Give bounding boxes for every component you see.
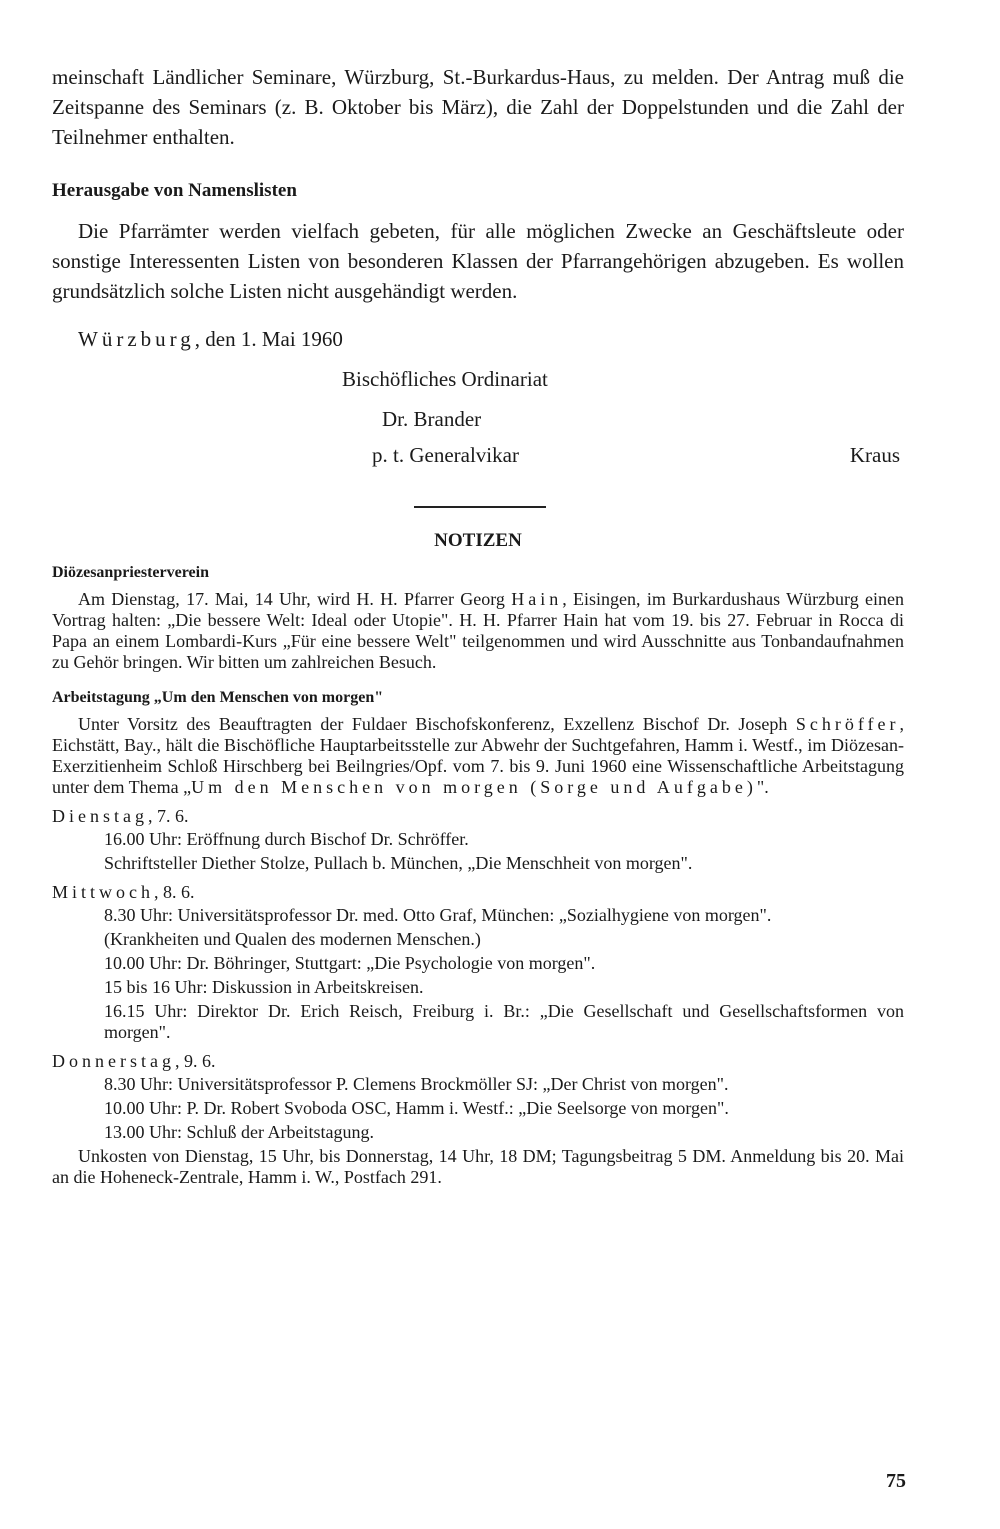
day-date: , 8. 6.: [154, 882, 195, 902]
section-body-namenslisten: Die Pfarrämter werden vielfach gebeten, für alle möglichen Zwecke an Geschäftsleute oder sonstige Interessenten Listen von besonderen Klassen der Pfarrangehörigen abzugeben. Es wollen grundsätzlich solche Listen nicht ausgehändigt werden.: [52, 219, 904, 303]
day-name: Dienstag: [52, 806, 148, 826]
notizen-heading: NOTIZEN: [434, 530, 522, 551]
day-label: [52, 806, 904, 827]
day-date: , 7. 6.: [147, 806, 189, 826]
day-label: [52, 882, 904, 903]
signature-name: Dr. Brander: [382, 407, 482, 431]
schedule-item: 15 bis 16 Uhr: Diskussion in Arbeitskreisen.: [104, 977, 424, 997]
tagung-text-b: , Eichstätt, Bay., hält die Bischöfliche Hauptarbeitsstelle zur Abwehr der Suchtgefahren, Hamm i. Westf., im Diözesan-Exerzitienheim Schloß Hirschberg bei Beilngries/Opf. vom 7. bis 9. Juni 1960 eine Wissenschaftliche Arbeitstagung unter dem Thema „: [52, 714, 905, 797]
notizen-section: [52, 562, 904, 1188]
schedule-item: 10.00 Uhr: Dr. Böhringer, Stuttgart: „Die Psychologie von morgen".: [104, 953, 596, 973]
tagung-text-a: Unter Vorsitz des Beauftragten der Fuldaer Bischofskonferenz, Exzellenz Bischof Dr. Joseph: [78, 714, 788, 734]
tagung-heading: Arbeitstagung „Um den Menschen von morgen": [52, 689, 384, 706]
section-heading-namenslisten: Herausgabe von Namenslisten: [52, 180, 297, 201]
top-paragraph: meinschaft Ländlicher Seminare, Würzburg, St.-Burkardus-Haus, zu melden. Der Antrag muß die Zeitspanne des Seminars (z. B. Oktober bis März), die Zahl der Doppelstunden und die Zahl der Teilnehmer enthalten.: [52, 65, 904, 149]
signature-second-name: Kraus: [849, 443, 900, 467]
upper-section: [52, 62, 904, 484]
schedule-item: 13.00 Uhr: Schluß der Arbeitstagung.: [104, 1122, 374, 1142]
divider-rule: [414, 506, 546, 508]
dateline-date: , den 1. Mai 1960: [194, 327, 343, 351]
day-date: , 9. 6.: [174, 1051, 216, 1071]
verein-text-a: Am Dienstag, 17. Mai, 14 Uhr, wird H. H. Pfarrer Georg: [78, 589, 505, 609]
schedule-item: (Krankheiten und Qualen des modernen Menschen.): [104, 929, 481, 949]
day-block-dienstag: [52, 806, 904, 874]
schedule-item: Schriftsteller Diether Stolze, Pullach b. München, „Die Menschheit von morgen".: [104, 853, 693, 873]
day-block-donnerstag: [52, 1051, 904, 1143]
day-name: Mittwoch: [52, 882, 154, 902]
day-label: [52, 1051, 904, 1072]
verein-name: Hain: [511, 589, 563, 609]
schedule-item: 16.00 Uhr: Eröffnung durch Bischof Dr. Schröffer.: [104, 829, 469, 849]
dateline-place: Würzburg: [78, 327, 195, 351]
document-page: [52, 62, 904, 1188]
signature-title: p. t. Generalvikar: [372, 443, 519, 467]
verein-text: [52, 589, 904, 673]
schedule-item: 8.30 Uhr: Universitätsprofessor Dr. med. Otto Graf, München: „Sozialhygiene von morgen".: [104, 905, 772, 925]
dateline: [78, 324, 904, 354]
costs-paragraph: Unkosten von Dienstag, 15 Uhr, bis Donnerstag, 14 Uhr, 18 DM; Tagungsbeitrag 5 DM. Anmeldung bis 20. Mai an die Hoheneck-Zentrale, Hamm i. W., Postfach 291.: [52, 1146, 904, 1187]
tagung-theme: Um den Menschen von morgen (Sorge und Aufgabe): [191, 777, 757, 797]
verein-heading: Diözesanpriesterverein: [52, 564, 209, 581]
schedule-item: 16.15 Uhr: Direktor Dr. Erich Reisch, Freiburg i. Br.: „Die Gesellschaft und Gesellschaftsformen von morgen".: [104, 1001, 904, 1042]
page-number: 75: [886, 1470, 906, 1492]
day-block-mittwoch: [52, 882, 904, 1043]
tagung-text-c: ".: [756, 777, 769, 797]
verein-text-b: , Eisingen, im Burkardushaus Würzburg einen Vortrag halten: „Die bessere Welt: Ideal oder Utopie". H. H. Pfarrer Hain hat vom 19. bis 27. Februar in Rocca di Papa an einem Lombardi-Kurs „Für eine bessere Welt" teilgenommen und wird Ausschnitte aus Tonbandaufnahmen zu Gehör bringen. Wir bitten um zahlreichen Besuch.: [52, 589, 905, 672]
signature-block: [52, 364, 904, 484]
tagung-text: [52, 714, 904, 798]
day-name: Donnerstag: [52, 1051, 175, 1071]
schedule-item: 10.00 Uhr: P. Dr. Robert Svoboda OSC, Hamm i. Westf.: „Die Seelsorge von morgen".: [104, 1098, 729, 1118]
schedule-item: 8.30 Uhr: Universitätsprofessor P. Clemens Brockmöller SJ: „Der Christ von morgen".: [104, 1074, 729, 1094]
tagung-name: Schröffer: [795, 714, 900, 734]
signature-office: Bischöfliches Ordinariat: [342, 367, 548, 391]
